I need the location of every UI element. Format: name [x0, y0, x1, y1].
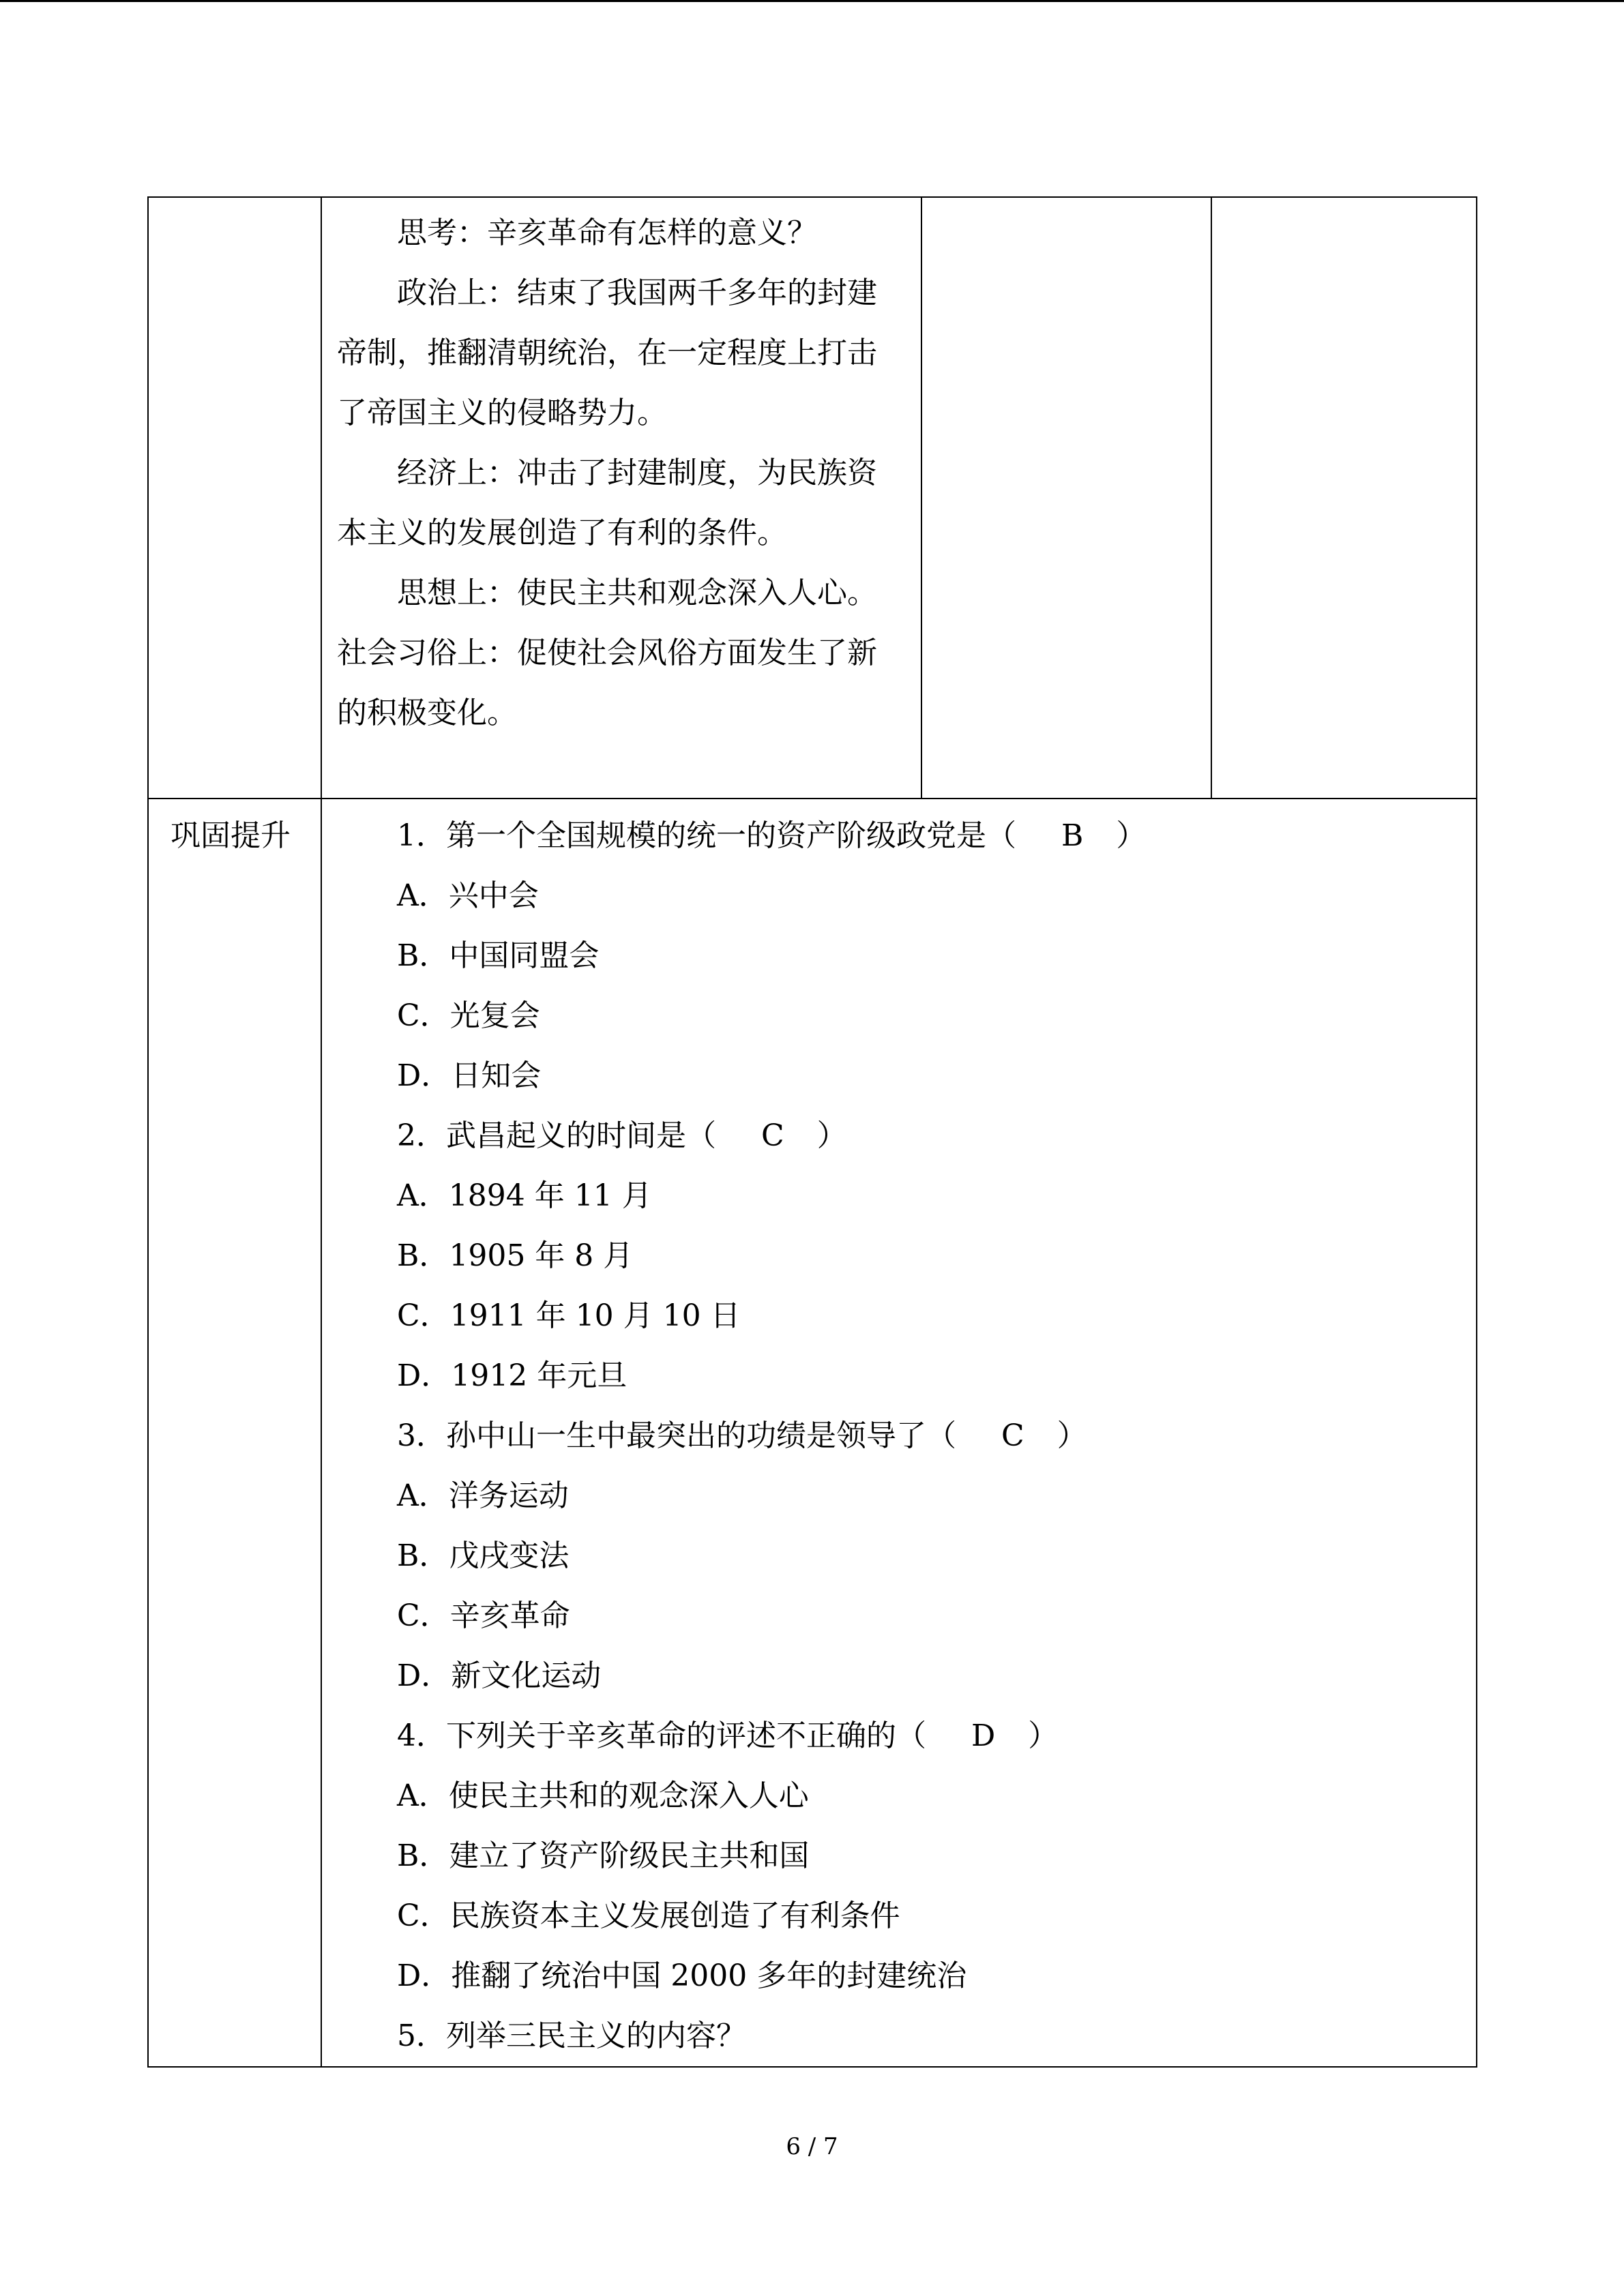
page-number: 6 / 7: [786, 2133, 838, 2160]
question-4-text: 4．下列关于辛亥革命的评述不正确的（: [397, 1718, 926, 1753]
question-2-option-c: C．1911 年 10 月 10 日: [397, 1298, 741, 1333]
question-4-stem: [397, 1706, 1476, 1766]
page-top-border: [0, 0, 1624, 2]
question-3-close: ）: [1057, 1418, 1087, 1453]
question-4-option-d: D．推翻了统治中国 2000 多年的封建统治: [397, 1958, 967, 1993]
significance-ideological: 思想上：使民主共和观念深入人心。: [397, 576, 877, 610]
question-3-option-c: C．辛亥革命: [397, 1598, 570, 1633]
consolidation-label-cell: [148, 799, 321, 2067]
question-2-answer: C: [761, 1118, 784, 1153]
question-3-stem: [397, 1406, 1476, 1466]
question-1-option-d: D．日知会: [397, 1058, 542, 1093]
question-3-option-b: B．戊戌变法: [397, 1538, 570, 1573]
question-1-answer: B: [1061, 818, 1084, 853]
question-2-option-a: A．1894 年 11 月: [397, 1178, 652, 1213]
question-2-option-b: B．1905 年 8 月: [397, 1238, 634, 1273]
question-1-close: ）: [1116, 818, 1147, 853]
significance-political: 政治上：结束了我国两千多年的封建帝制，推翻清朝统治，在一定程度上打击了帝国主义的侵略势力。: [337, 275, 877, 430]
question-4-option-b: B．建立了资产阶级民主共和国: [397, 1838, 810, 1873]
empty-cell-col3: [921, 197, 1211, 799]
question-1-option-a: A．兴中会: [397, 878, 539, 913]
question-4-close: ）: [1028, 1718, 1059, 1753]
question-4-option-a: A．使民主共和的观念深入人心: [397, 1778, 809, 1813]
significance-economic: 经济上：冲击了封建制度，为民族资本主义的发展创造了有利的条件。: [337, 456, 877, 550]
question-1-text: 1．第一个全国规模的统一的资产阶级政党是（: [397, 818, 1016, 853]
quiz-cell: [321, 799, 1477, 2067]
quiz-list: [322, 799, 1476, 2066]
question-1-option-b: B．中国同盟会: [397, 938, 600, 973]
question-2-close: ）: [816, 1118, 847, 1153]
question-3-text: 3．孙中山一生中最突出的功绩是领导了（: [397, 1418, 956, 1453]
table-row-consolidation: [148, 799, 1477, 2067]
question-5-stem: 5．列举三民主义的内容？: [397, 2018, 746, 2053]
significance-content-cell: [321, 197, 921, 799]
question-2-option-d: D．1912 年元旦: [397, 1358, 628, 1393]
question-3-answer: C: [1001, 1418, 1024, 1453]
question-2-stem: [397, 1106, 1476, 1166]
question-1-stem: [397, 806, 1476, 866]
lesson-plan-table: [147, 196, 1477, 2068]
question-2-text: 2．武昌起义的时间是（: [397, 1118, 716, 1153]
question-1-option-c: C．光复会: [397, 998, 540, 1033]
table-row-significance: [148, 197, 1477, 799]
question-4-option-c: C．民族资本主义发展创造了有利条件: [397, 1898, 900, 1933]
question-4-answer: D: [971, 1718, 996, 1753]
question-3-option-d: D．新文化运动: [397, 1658, 602, 1693]
question-3-option-a: A．洋务运动: [397, 1478, 569, 1513]
empty-cell-col4: [1211, 197, 1477, 799]
consolidation-label: 巩固提升: [171, 818, 291, 853]
significance-question: 思考：辛亥革命有怎样的意义？: [397, 215, 817, 250]
label-cell-empty: [148, 197, 321, 799]
significance-social: 社会习俗上：促使社会风俗方面发生了新的积极变化。: [337, 636, 877, 730]
